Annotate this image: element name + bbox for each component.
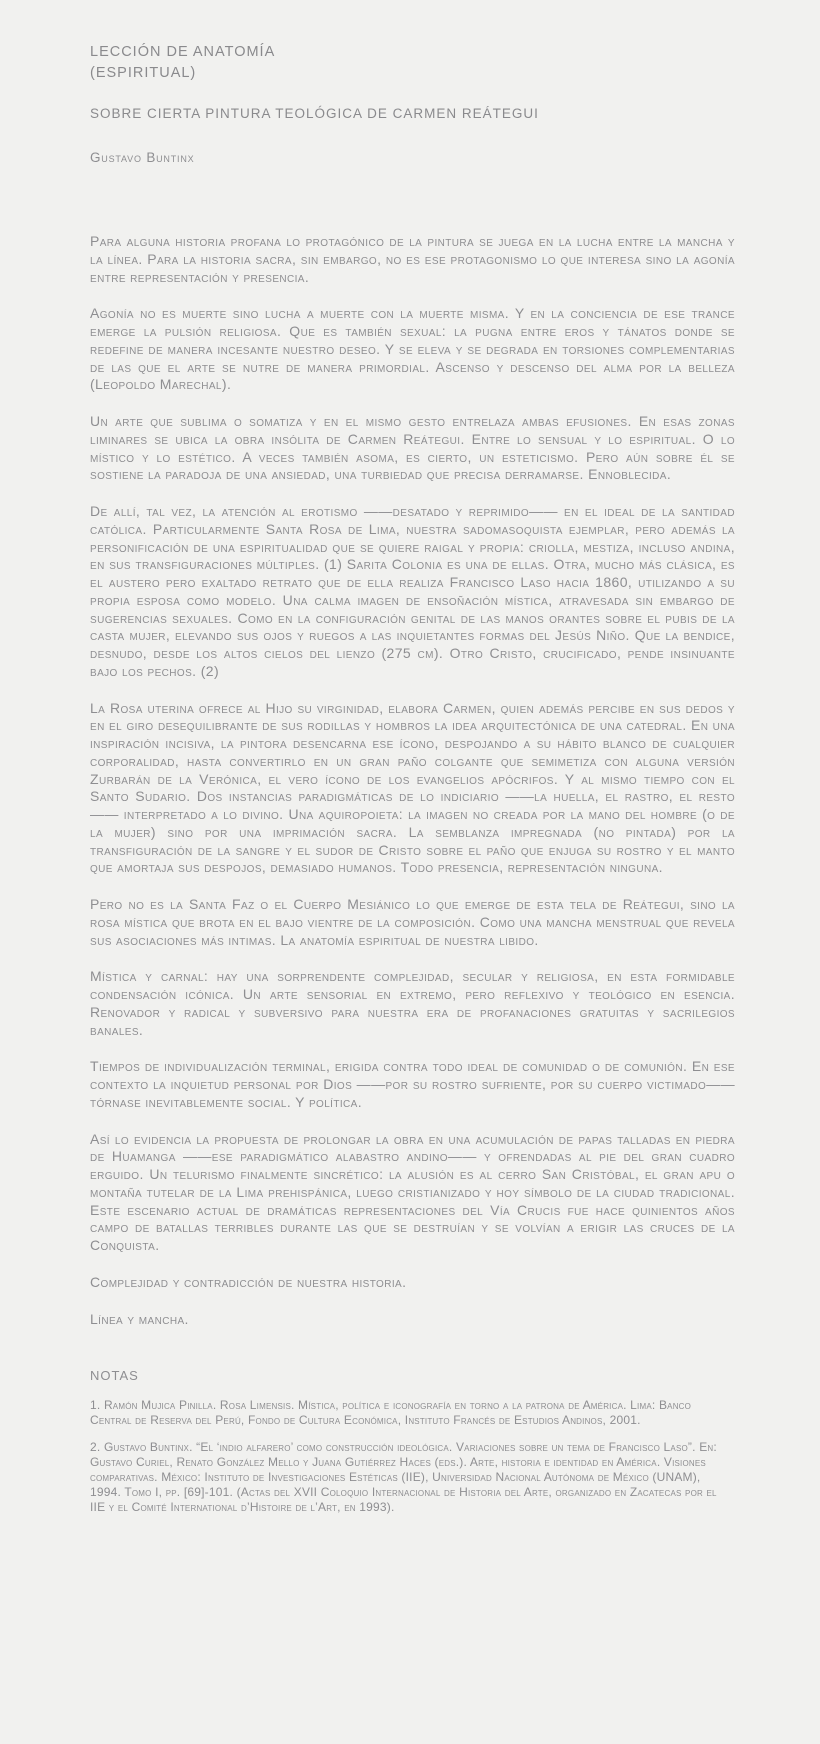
- page-title-line2: (ESPIRITUAL): [90, 65, 197, 81]
- document-header: [90, 42, 735, 165]
- body-paragraph: De allí, tal vez, la atención al erotismo ——desatado y reprimido—— en el ideal de la santidad católica. Particularmente Santa Rosa de Lima, nuestra sadomasoquista ejemplar, pero además la personificación de una espiritualidad que se quiere raigal y propia: criolla, mestiza, incluso andina, en sus transfiguraciones múltiples. (1) Sarita Colonia es una de ellas. Otra, mucho más clásica, es el austero pero exaltado retrato que de ella realiza Francisco Laso hacia 1860, utilizando a su propia esposa como modelo. Una calma imagen de ensoñación mística, atravesada sin embargo de sugerencias sexuales. Como en la configuración genital de las manos orantes sobre el pubis de la casta mujer, elevando sus ojos y ruegos a las inquietantes formas del Jesús Niño. Que la bendice, desnudo, desde los altos cielos del lienzo (275 cm). Otro Cristo, crucificado, pende insinuante bajo los pechos. (2): [90, 503, 735, 679]
- article-body: [90, 233, 735, 1328]
- body-paragraph: Mística y carnal: hay una sorprendente complejidad, secular y religiosa, en esta formidable condensación icónica. Un arte sensorial en extremo, pero reflexivo y teológico en esencia. Renovador y radical y subversivo para nuestra era de profanaciones gratuitas y sacrilegios banales.: [90, 968, 735, 1038]
- body-paragraph: Así lo evidencia la propuesta de prolongar la obra en una acumulación de papas talladas en piedra de Huamanga ——ese paradigmático alabastro andino—— y ofrendadas al pie del gran cuadro erguido. Un telurismo finalmente sincrético: la alusión es al cerro San Cristóbal, el gran apu o montaña tutelar de la Lima prehispánica, luego cristianizado y hoy símbolo de la ciudad tradicional. Este escenario actual de dramáticas representaciones del Vía Crucis fue hace quinientos años campo de batallas terribles durante las que se destruían y se volvían a erigir las cruces de la Conquista.: [90, 1130, 735, 1253]
- notes-section: [90, 1368, 735, 1515]
- body-paragraph: Tiempos de individualización terminal, erigida contra todo ideal de comunidad o de comunión. En ese contexto la inquietud personal por Dios ——por su rostro sufriente, por su cuerpo victimado—— tórnase inevitablemente social. Y política.: [90, 1058, 735, 1110]
- body-paragraph: Pero no es la Santa Faz o el Cuerpo Mesiánico lo que emerge de esta tela de Reátegui, sino la rosa mística que brota en el bajo vientre de la composición. Como una mancha menstrual que revela sus asociaciones más intimas. La anatomía espiritual de nuestra libido.: [90, 896, 735, 948]
- page-title: [90, 42, 735, 84]
- body-paragraph: Línea y mancha.: [90, 1310, 189, 1327]
- author-byline: Gustavo Buntinx: [90, 150, 195, 165]
- note-item: 2. Gustavo Buntinx. “El ‘indio alfarero’ como construcción ideológica. Variaciones sobre un tema de Francisco Laso”. En: Gustavo Curiel, Renato González Mello y Juana Gutiérrez Haces (eds.). Arte, historia e identidad en América. Visiones comparativas. México: Instituto de Investigaciones Estéticas (IIE), Universidad Nacional Autónoma de México (UNAM), 1994. Tomo I, pp. [69]-101. (Actas del XVII Coloquio Internacional de Historia del Arte, organizado en Zacatecas por el IIE y el Comité International d’Histoire de l’Art, en 1993).: [90, 1440, 717, 1515]
- body-paragraph: Complejidad y contradicción de nuestra historia.: [90, 1273, 407, 1290]
- body-paragraph: La Rosa uterina ofrece al Hijo su virginidad, elabora Carmen, quien además percibe en sus dedos y en el giro desequilibrante de sus rodillas y hombros la idea arquitectónica de una catedral. En una inspiración incisiva, la pintora desencarna ese ícono, despojando a su hábito blanco de cualquier corporalidad, hasta convertirlo en un gran paño colgante que semimetiza con alguna versión Zurbarán de la Verónica, el vero ícono de los evangelios apócrifos. Y al mismo tiempo con el Santo Sudario. Dos instancias paradigmáticas de lo indiciario ——la huella, el rastro, el resto—— interpretado a lo divino. Una aquiropoieta: la imagen no creada por la mano del hombre (o de la mujer) sino por una imprimación sacra. La semblanza impregnada (no pintada) por la transfiguración de la sangre y el sudor de Cristo sobre el paño que enjuga su rostro y el manto que amortaja sus despojos, demasiado humanos. Todo presencia, representación ninguna.: [90, 699, 735, 876]
- notes-heading: NOTAS: [90, 1368, 139, 1384]
- note-item: 1. Ramón Mujica Pinilla. Rosa Limensis. Mística, política e iconografía en torno a la patrona de América. Lima: Banco Central de Reserva del Perú, Fondo de Cultura Económica, Instituto Francés de Estudios Andinos, 2001.: [90, 1398, 692, 1428]
- body-paragraph: Para alguna historia profana lo protagónico de la pintura se juega en la lucha entre la mancha y la línea. Para la historia sacra, sin embargo, no es ese protagonismo lo que interesa sino la agonía entre representación y presencia.: [90, 233, 735, 285]
- body-paragraph: Agonía no es muerte sino lucha a muerte con la muerte misma. Y en la conciencia de ese trance emerge la pulsión religiosa. Que es también sexual: la pugna entre eros y tánatos donde se redefine de manera incesante nuestro deseo. Y se eleva y se degrada en torsiones complementarias de las que el arte se nutre de manera primordial. Ascenso y descenso del alma por la belleza (Leopoldo Marechal).: [90, 305, 735, 393]
- page-title-line1: LECCIÓN DE ANATOMÍA: [90, 44, 276, 60]
- body-paragraph: Un arte que sublima o somatiza y en el mismo gesto entrelaza ambas efusiones. En esas zonas liminares se ubica la obra insólita de Carmen Reátegui. Entre lo sensual y lo espiritual. O lo místico y lo estético. A veces también asoma, es cierto, un esteticismo. Pero aún sobre él se sostiene la paradoja de una ansiedad, una turbiedad que precisa derramarse. Ennoblecida.: [90, 413, 735, 483]
- page-subtitle: SOBRE CIERTA PINTURA TEOLÓGICA DE CARMEN REÁTEGUI: [90, 106, 539, 121]
